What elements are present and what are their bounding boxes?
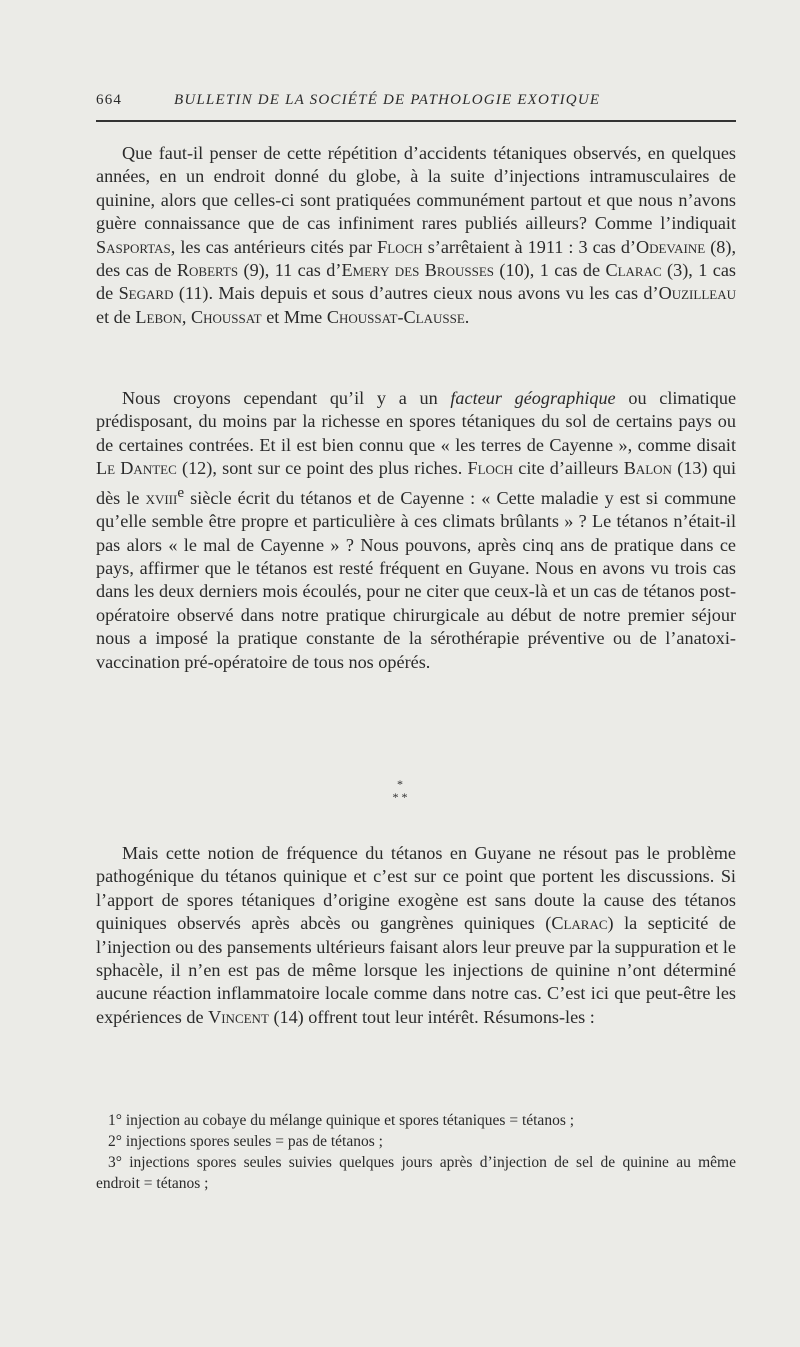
- paragraph-3-text: [96, 842, 736, 1029]
- author-name: Emery des Brousses: [341, 260, 494, 281]
- text-run: Mais cette notion de fréquence du tétanos en Guyane ne résout pas le problème pathogénique du tétanos quinique et c’est sur ce point que portent les discussions. Si l’apport de spores tétaniques d’origine exogène est sans doute la cause des tétanos quiniques observés après abcès ou gangrènes quiniques (: [96, 843, 736, 934]
- paragraph-1: [96, 142, 736, 329]
- author-name: Floch: [467, 458, 514, 479]
- text-run: siècle écrit du tétanos et de Cayenne : « Cette maladie y est si commune qu’elle semble être propre et particulière à ces climats brûlants » ? Le tétanos n’était-il pas alors « le mal de Cayenne » ? Nous pouvons, après cinq ans de pratique dans ce pays, affirmer que le tétanos est resté fréquent en Guyane. Nous en avons vu trois cas dans les deux derniers mois écoulés, pour ne citer que ceux-là et un cas de tétanos post-opératoire observé dans notre pratique chirurgicale au début de notre premier séjour nous a imposé la pratique constante de la sérothérapie préventive ou de l’anatoxi-vaccination pré-opératoire de tous nos opérés.: [96, 487, 737, 672]
- author-name: Balon: [623, 458, 672, 479]
- text-run: , les cas antérieurs cités par: [170, 236, 378, 257]
- text-run: (12), sont sur ce point des plus riches.: [176, 458, 468, 479]
- emphasis: facteur géographique: [450, 388, 616, 408]
- century-numeral: xviii: [145, 487, 178, 508]
- author-name: Segard: [118, 283, 174, 304]
- text-run: (9), 11 cas d’: [238, 260, 342, 281]
- text-run: (3), 1 cas de: [96, 260, 736, 304]
- page-number: 664: [96, 92, 123, 108]
- text-run: (13) qui dès le: [96, 458, 736, 508]
- author-name: Choussat-Clausse: [326, 306, 465, 327]
- text-run: cite d’ailleurs: [513, 458, 624, 479]
- text-run: (11). Mais depuis et sous d’autres cieux nous avons vu les cas d’: [173, 283, 659, 304]
- header-rule: [96, 120, 736, 122]
- author-name: Choussat: [190, 306, 262, 327]
- text-run: ou climatique prédisposant, du moins par la richesse en spores tétaniques du sol de certains pays ou de certaines contrées. Et il est bien connu que « les terres de Cayenne », comme disait: [96, 388, 737, 455]
- section-separator: [0, 778, 800, 818]
- text-run: (10), 1 cas de: [494, 260, 606, 281]
- author-name: Ouzilleau: [658, 283, 736, 304]
- text-run: ) la septicité de l’injection ou des pansements ultérieurs faisant alors leur preuve par la suppuration et le sphacèle, il n’en est pas de même lorsque les injections de quinine n’ont déterminé aucune réaction inflammatoire locale comme dans notre cas. C’est ici que peut-être les expériences de: [96, 913, 737, 1027]
- text-run: et de: [96, 306, 136, 327]
- experiment-list: [96, 1110, 736, 1194]
- author-name: Odevaine: [635, 236, 706, 257]
- text-run: s’arrêtaient à 1911 : 3 cas d’: [422, 236, 636, 257]
- running-title: BULLETIN DE LA SOCIÉTÉ DE PATHOLOGIE EXOTIQUE: [174, 92, 601, 108]
- author-name: Sasportas: [96, 236, 171, 257]
- running-header: [96, 92, 736, 112]
- author-name: Floch: [377, 236, 423, 257]
- paragraph-2-text: [96, 387, 736, 674]
- text-run: (8), des cas de: [96, 236, 736, 281]
- superscript: e: [177, 483, 185, 501]
- paragraph-2: [96, 387, 736, 674]
- list-item: 2° injections spores seules = pas de tétanos ;: [108, 1133, 383, 1150]
- author-name: Clarac: [551, 913, 608, 934]
- author-name: Lebon: [135, 306, 182, 327]
- text-run: ,: [181, 306, 191, 327]
- paragraph-1-text: [96, 142, 736, 329]
- author-name: Le Dantec: [96, 458, 177, 479]
- author-name: Roberts: [176, 260, 239, 281]
- list-item: 1° injection au cobaye du mélange quinique et spores tétaniques = tétanos ;: [108, 1112, 575, 1129]
- text-run: Que faut-il penser de cette répétition d’accidents tétaniques observés, en quelques années, en un endroit donné du globe, à la suite d’injections intramusculaires de quinine, alors que celles-ci sont pratiquées communément partout et que nous n’avons guère connaissance que de cas infiniment rares publiés ailleurs? Comme l’indiquait: [96, 143, 736, 234]
- text-run: .: [464, 306, 470, 327]
- author-name: Clarac: [605, 260, 662, 281]
- text-run: Nous croyons cependant qu’il y a un: [122, 388, 451, 408]
- text-run: (14) offrent tout leur intérêt. Résumons-les :: [268, 1006, 595, 1027]
- asterisk-top: *: [397, 777, 403, 791]
- author-name: Vincent: [208, 1006, 269, 1027]
- text-run: et Mme: [261, 306, 327, 327]
- paragraph-3: [96, 842, 736, 1029]
- asterisk-bottom: * *: [392, 790, 408, 804]
- list-item: 3° injections spores seules suivies quelques jours après d’injection de sel de quinine au même endroit = tétanos ;: [96, 1154, 736, 1192]
